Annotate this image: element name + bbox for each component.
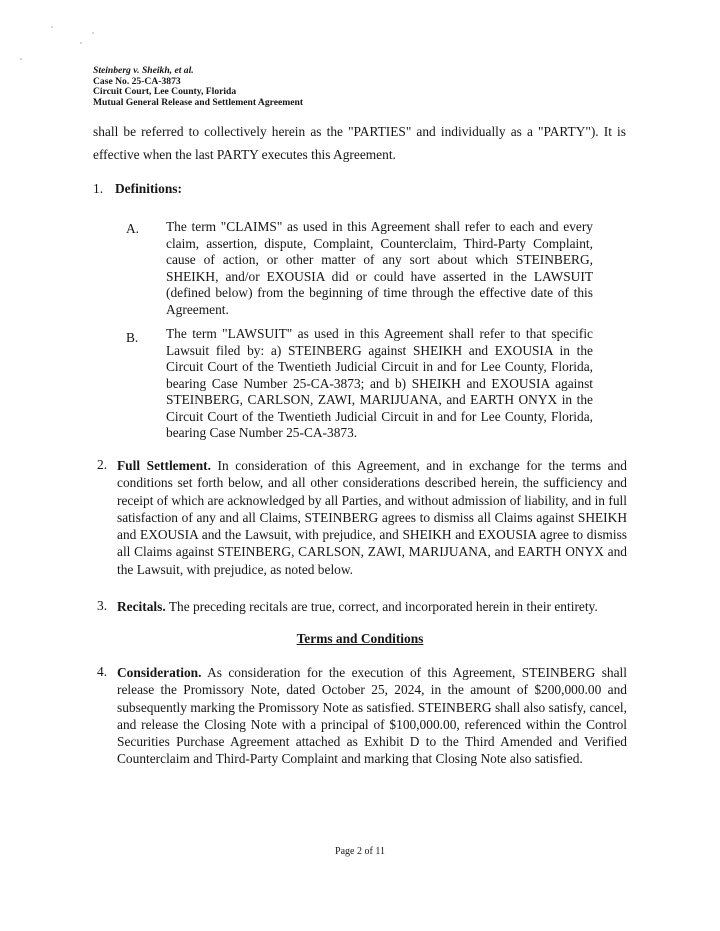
header-case-title: Steinberg v. Sheikh, et al. (93, 65, 194, 76)
document-header (93, 66, 303, 108)
subsection-a-letter: A. (126, 221, 140, 236)
header-document-title: Mutual General Release and Settlement Agreement (93, 96, 304, 108)
header-case-number: Case No. 25-CA-3873 (93, 75, 181, 87)
section-2-number: 2. (97, 457, 108, 472)
subsection-b-text: The term "LAWSUIT" as used in this Agreement shall refer to that specific Lawsuit filed by: a) STEINBERG against SHEIKH and EXOUSIA in the Circuit Court of the Twentieth Judicial Circuit in and for Lee County, Florida, bearing Case Number 25-CA-3873; and b) SHEIKH and EXOUSIA against STEINBERG, CARLSON, ZAWI, MARIJUANA, and EARTH ONYX in the Circuit Court of the Twentieth Judicial Circuit in and for Lee County, Florida, bearing Case Number 25-CA-3873. (166, 326, 593, 440)
subsection-a-text: The term "CLAIMS" as used in this Agreement shall refer to each and every claim, assertion, dispute, Complaint, Counterclaim, Third-Party Complaint, cause of action, or other matter of any sort about which STEINBERG, SHEIKH, and/or EXOUSIA did or could have asserted in the LAWSUIT (defined below) from the beginning of time through the effective date of this Agreement. (166, 219, 593, 317)
scan-speck (80, 42, 82, 44)
subsection-b-letter: B. (126, 330, 139, 345)
section-4-paragraph (117, 664, 627, 768)
terms-and-conditions-heading: Terms and Conditions (296, 631, 424, 646)
section-2-text: In consideration of this Agreement, and in exchange for the terms and conditions set forth below, and all other considerations described herein, the sufficiency and receipt of which are acknowledged by all Parties, and without admission of liability, and in full satisfaction of any and all Claims, STEINBERG agrees to dismiss all Claims against SHEIKH and EXOUSIA and the Lawsuit, with prejudice, and SHEIKH and EXOUSIA agree to dismiss all Claims against STEINBERG, CARLSON, ZAWI, MARIJUANA, and EARTH ONYX and the Lawsuit, with prejudice, as noted below. (117, 458, 628, 577)
scan-speck (20, 58, 22, 60)
section-2-title: Full Settlement. (117, 458, 211, 473)
intro-paragraph: shall be referred to collectively herein as the "PARTIES" and individually as a "PARTY"). It is effective when the last PARTY executes this Agreement. (93, 124, 626, 162)
header-court: Circuit Court, Lee County, Florida (93, 86, 237, 97)
section-4-title: Consideration. (117, 665, 202, 680)
section-4-number: 4. (97, 664, 108, 679)
scan-speck (92, 32, 94, 34)
section-3-text: The preceding recitals are true, correct, and incorporated herein in their entirety. (168, 599, 598, 614)
section-1-title: Definitions: (115, 181, 182, 196)
section-2-paragraph (117, 457, 627, 578)
section-3-number: 3. (97, 598, 108, 613)
scan-speck (51, 26, 53, 28)
section-4-text: As consideration for the execution of this Agreement, STEINBERG shall release the Promissory Note, dated October 25, 2024, in the amount of $200,000.00 and subsequently marking the Promissory Note as satisfied. STEINBERG shall also satisfy, cancel, and release the Closing Note with a principal of $100,000.00, referenced within the Control Securities Purchase Agreement attached as Exhibit D to the Third Amended and Verified Counterclaim and Third-Party Complaint and marking that Closing Note also satisfied. (117, 665, 627, 767)
section-1-number: 1. (93, 181, 104, 196)
section-3-title: Recitals. (117, 599, 166, 614)
section-3-paragraph (117, 598, 627, 615)
page-number-footer: Page 2 of 11 (335, 846, 385, 857)
